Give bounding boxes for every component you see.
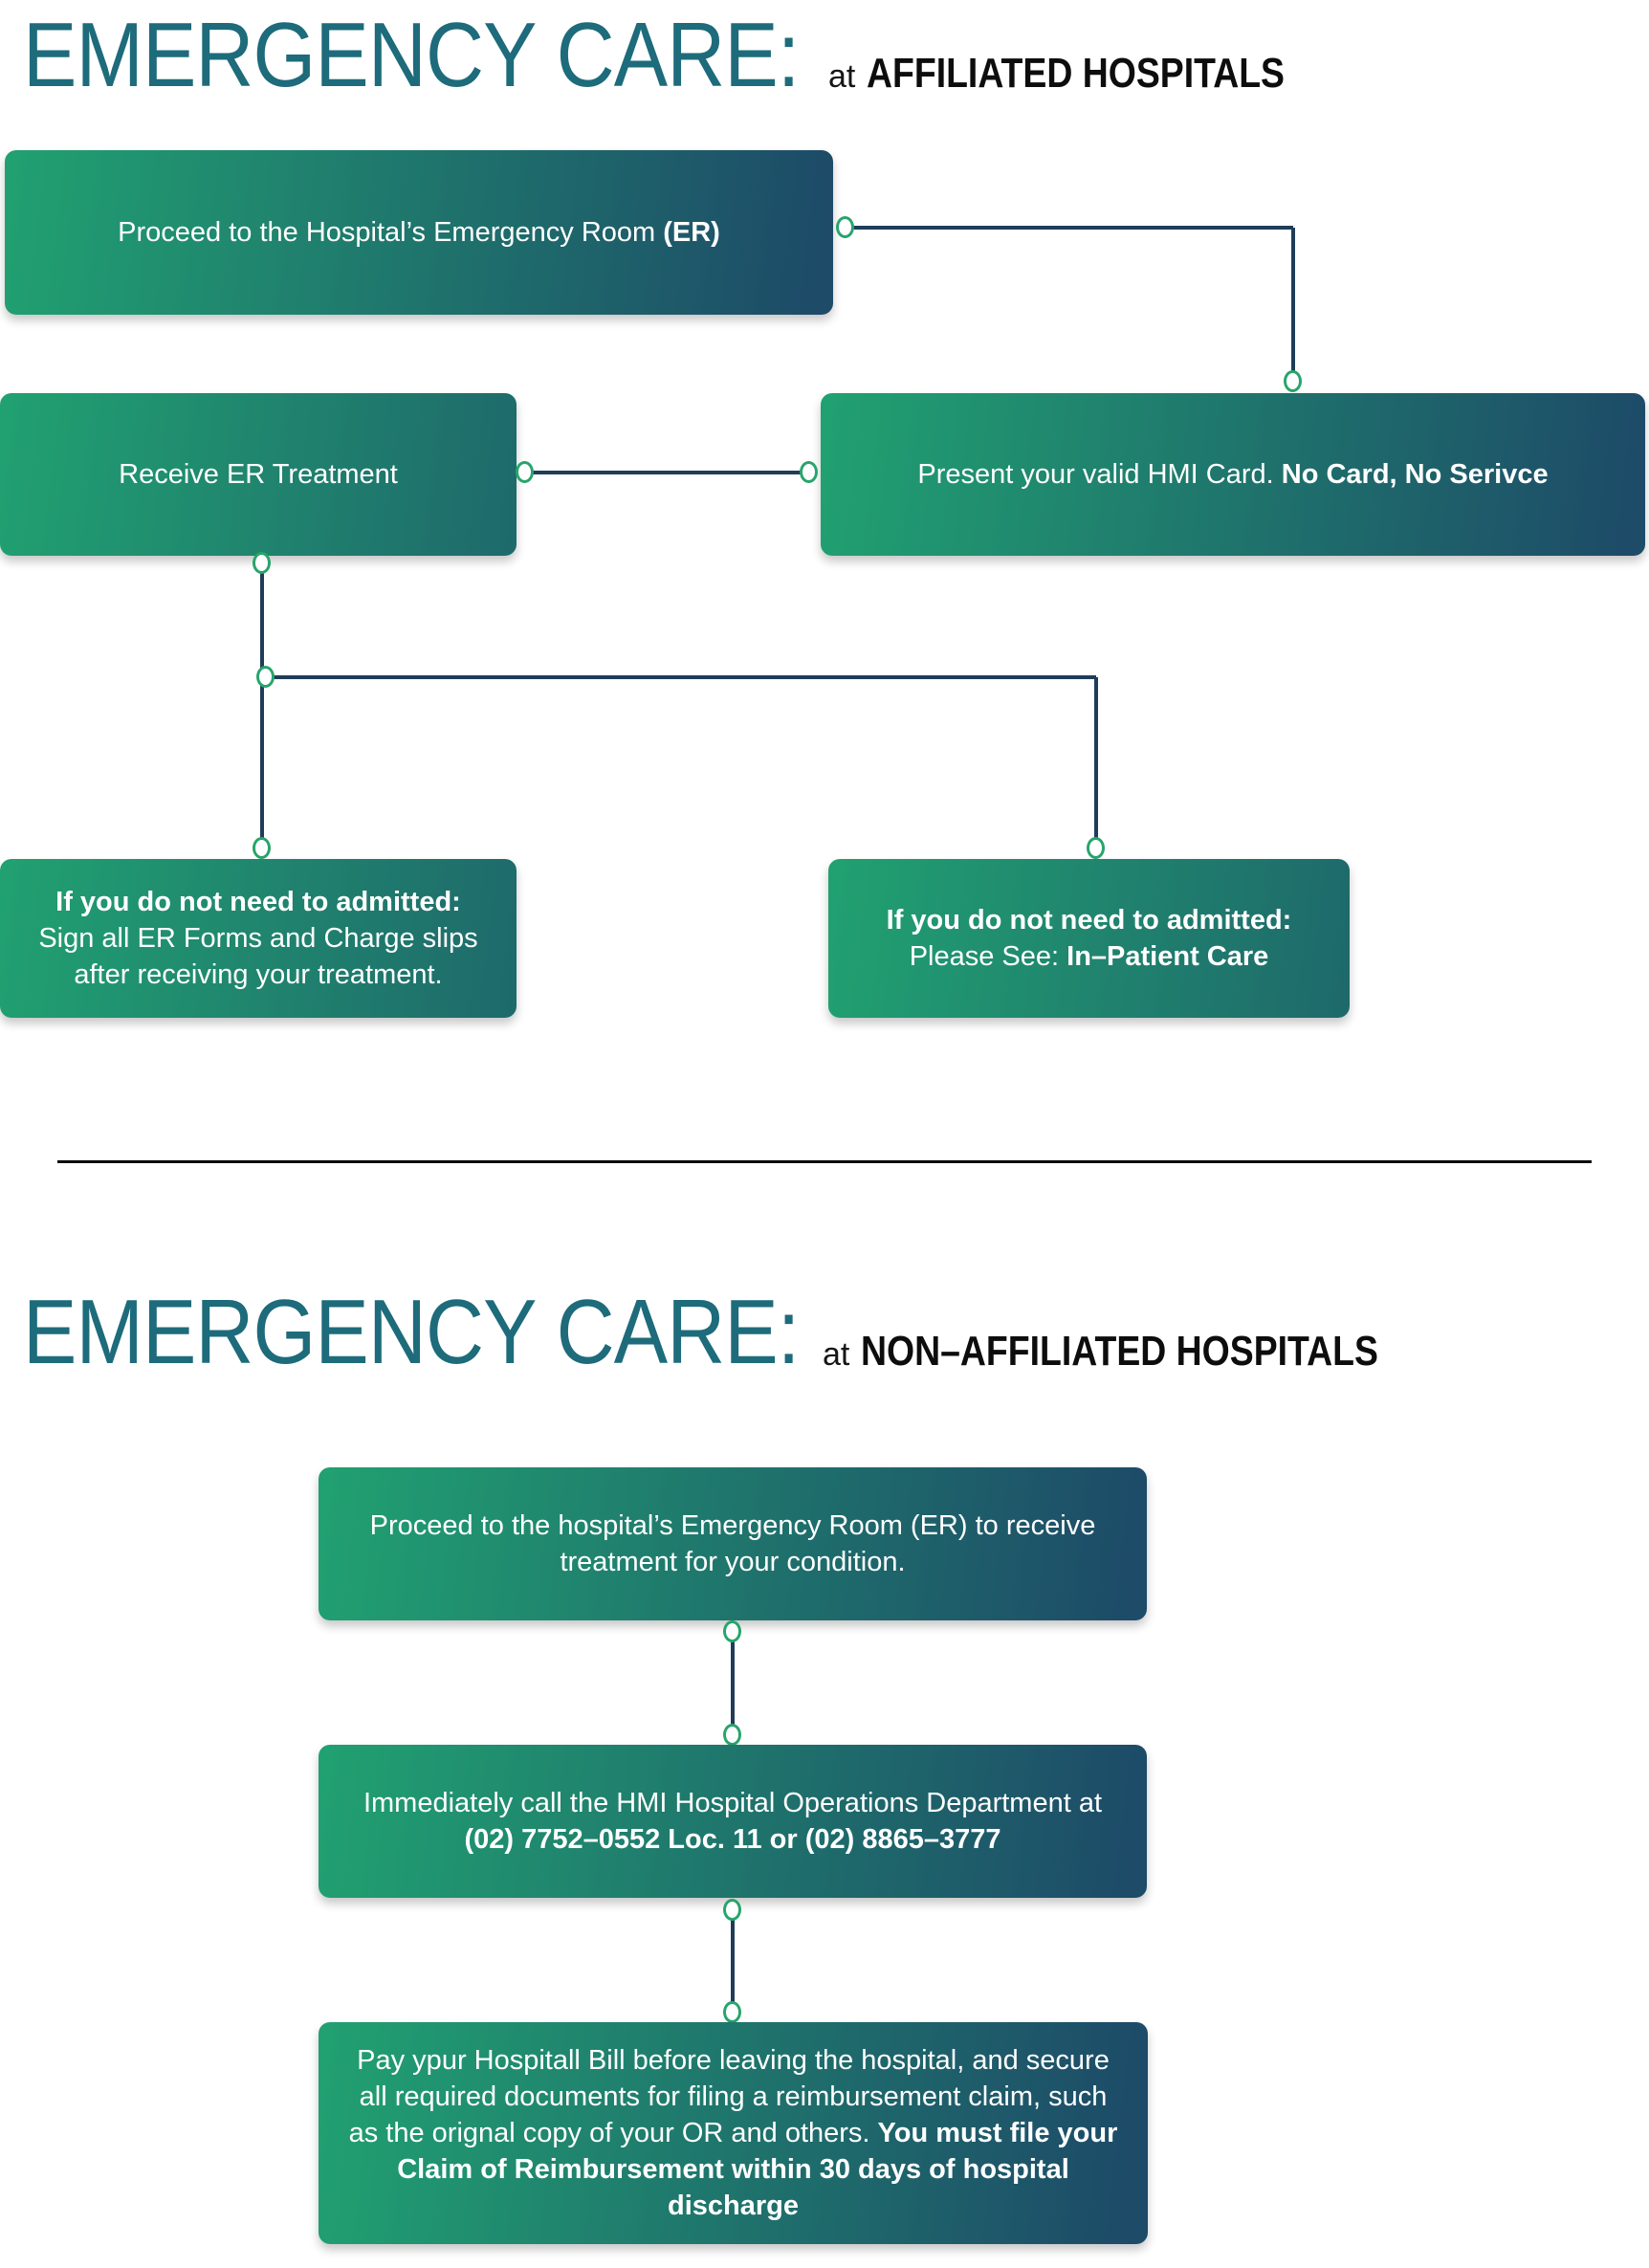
non-affiliated-subtitle-at: at [823,1336,850,1373]
box-call-hmi-operations-line1: Immediately call the HMI Hospital Operations Department at [363,1788,1103,1818]
connector-node-f-out [723,1620,741,1642]
non-affiliated-subtitle-text: NON–AFFILIATED HOSPITALS [861,1328,1379,1375]
connector-a-b-vertical [1291,228,1295,373]
box-pay-bill-line4: Claim of Reimbursement within 30 days of hospital [397,2154,1069,2185]
box-proceed-er-affiliated-text: Proceed to the Hospital’s Emergency Room (ER) [118,217,720,248]
box-not-admitted-sign-forms [0,859,517,1018]
connector-node-b-in-left [800,461,818,483]
box-not-admitted-inpatient-line2: Please See: In–Patient Care [909,941,1269,972]
box-receive-er-treatment-text: Receive ER Treatment [119,459,398,490]
box-not-admitted-inpatient-line1: If you do not need to admitted: [886,905,1292,936]
connector-c-down-vertical [260,572,264,840]
connector-node-b-in [1284,370,1302,392]
box-pay-bill-reimbursement [319,2022,1148,2244]
box-not-admitted-sign-forms-line3: after receiving your treatment. [74,959,443,990]
connector-e-vertical [1094,677,1098,838]
box-pay-bill-line2: all required documents for filing a reimbursement claim, such [359,2081,1108,2112]
box-not-admitted-inpatient [828,859,1350,1018]
affiliated-subtitle-at: at [828,58,856,95]
box-pay-bill-line1: Pay ypur Hospitall Bill before leaving the hospital, and secure [357,2045,1110,2076]
affiliated-subtitle [828,50,1358,98]
box-not-admitted-sign-forms-line1: If you do not need to admitted: [55,887,461,917]
connector-node-h-in [723,2001,741,2023]
box-call-hmi-operations [319,1745,1147,1898]
connector-f-g-vertical [731,1640,735,1728]
box-pay-bill-line3: as the orignal copy of your OR and others. You must file your [348,2118,1118,2148]
box-proceed-er-affiliated [5,150,833,315]
box-proceed-er-non-affiliated [319,1467,1147,1620]
box-pay-bill-line5: discharge [668,2191,799,2221]
connector-branch-horizontal [270,675,1096,679]
box-call-hmi-operations-line2: (02) 7752–0552 Loc. 11 or (02) 8865–3777 [464,1824,1001,1855]
connector-node-c-bottom [253,552,271,574]
box-proceed-er-non-affiliated-line1: Proceed to the hospital’s Emergency Room (ER) to receive [369,1510,1096,1541]
non-affiliated-subtitle [823,1328,1470,1376]
connector-g-h-vertical [731,1917,735,2003]
connector-node-e-in [1087,837,1105,859]
connector-node-g-in [723,1724,741,1746]
box-present-hmi-card-text: Present your valid HMI Card. No Card, No Serivce [917,459,1549,490]
connector-node-d-in [253,837,271,859]
box-receive-er-treatment [0,393,517,556]
non-affiliated-title: EMERGENCY CARE: [23,1281,800,1383]
box-present-hmi-card [821,393,1645,556]
connector-node-branch [256,666,275,688]
box-not-admitted-sign-forms-line2: Sign all ER Forms and Charge slips [38,923,478,954]
affiliated-subtitle-text: AFFILIATED HOSPITALS [867,50,1286,97]
connector-node-g-out [723,1899,741,1921]
box-proceed-er-non-affiliated-line2: treatment for your condition. [560,1547,906,1577]
connector-c-b-horizontal [532,471,802,474]
connector-a-b-horizontal [851,226,1293,230]
section-divider [57,1160,1592,1163]
affiliated-title: EMERGENCY CARE: [23,4,800,106]
connector-node-a-out [836,216,854,238]
connector-node-c-out [516,461,534,483]
